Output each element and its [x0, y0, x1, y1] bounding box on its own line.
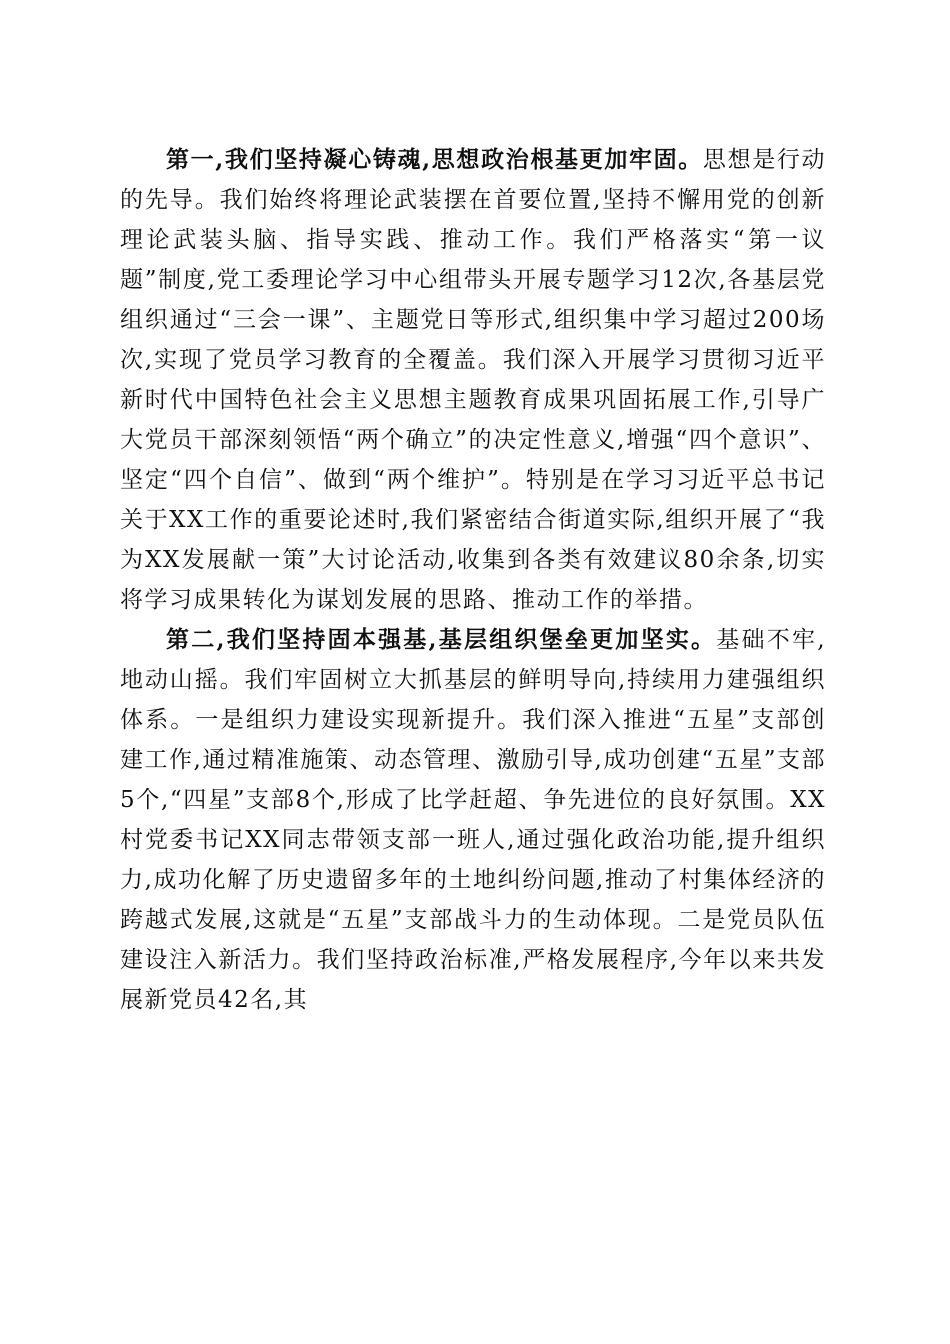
paragraph-2 — [120, 620, 826, 1020]
paragraph-1-body: 思想是行动的先导。我们始终将理论武装摆在首要位置,坚持不懈用党的创新理论武装头脑、指导实践、推动工作。我们严格落实“第一议题”制度,党工委理论学习中心组带头开展专题学习12次,各基层党组织通过“三会一课”、主题党日等形式,组织集中学习超过200场次,实现了党员学习教育的全覆盖。我们深入开展学习贯彻习近平新时代中国特色社会主义思想主题教育成果巩固拓展工作,引导广大党员干部深刻领悟“两个确立”的决定性意义,增强“四个意识”、坚定“四个自信”、做到“两个维护”。特别是在学习习近平总书记关于XX工作的重要论述时,我们紧密结合街道实际,组织开展了“我为XX发展献一策”大讨论活动,收集到各类有效建议80余条,切实将学习成果转化为谋划发展的思路、推动工作的举措。 — [120, 147, 827, 613]
paragraph-1 — [120, 140, 826, 620]
paragraph-2-body: 基础不牢,地动山摇。我们牢固树立大抓基层的鲜明导向,持续用力建强组织体系。一是组织力建设实现新提升。我们深入推进“五星”支部创建工作,通过精准施策、动态管理、激励引导,成功创建“五星”支部5个,“四星”支部8个,形成了比学赶超、争先进位的良好氛围。XX村党委书记XX同志带领支部一班人,通过强化政治功能,提升组织力,成功化解了历史遗留多年的土地纠纷问题,推动了村集体经济的跨越式发展,这就是“五星”支部战斗力的生动体现。二是党员队伍建设注入新活力。我们坚持政治标准,严格发展程序,今年以来共发展新党员42名,其 — [120, 627, 827, 1013]
paragraph-2-lead: 第二,我们坚持固本强基,基层组织堡垒更加坚实。 — [166, 626, 717, 653]
paragraph-1-lead: 第一,我们坚持凝心铸魂,思想政治根基更加牢固。 — [166, 146, 703, 173]
document-body — [120, 140, 826, 1020]
